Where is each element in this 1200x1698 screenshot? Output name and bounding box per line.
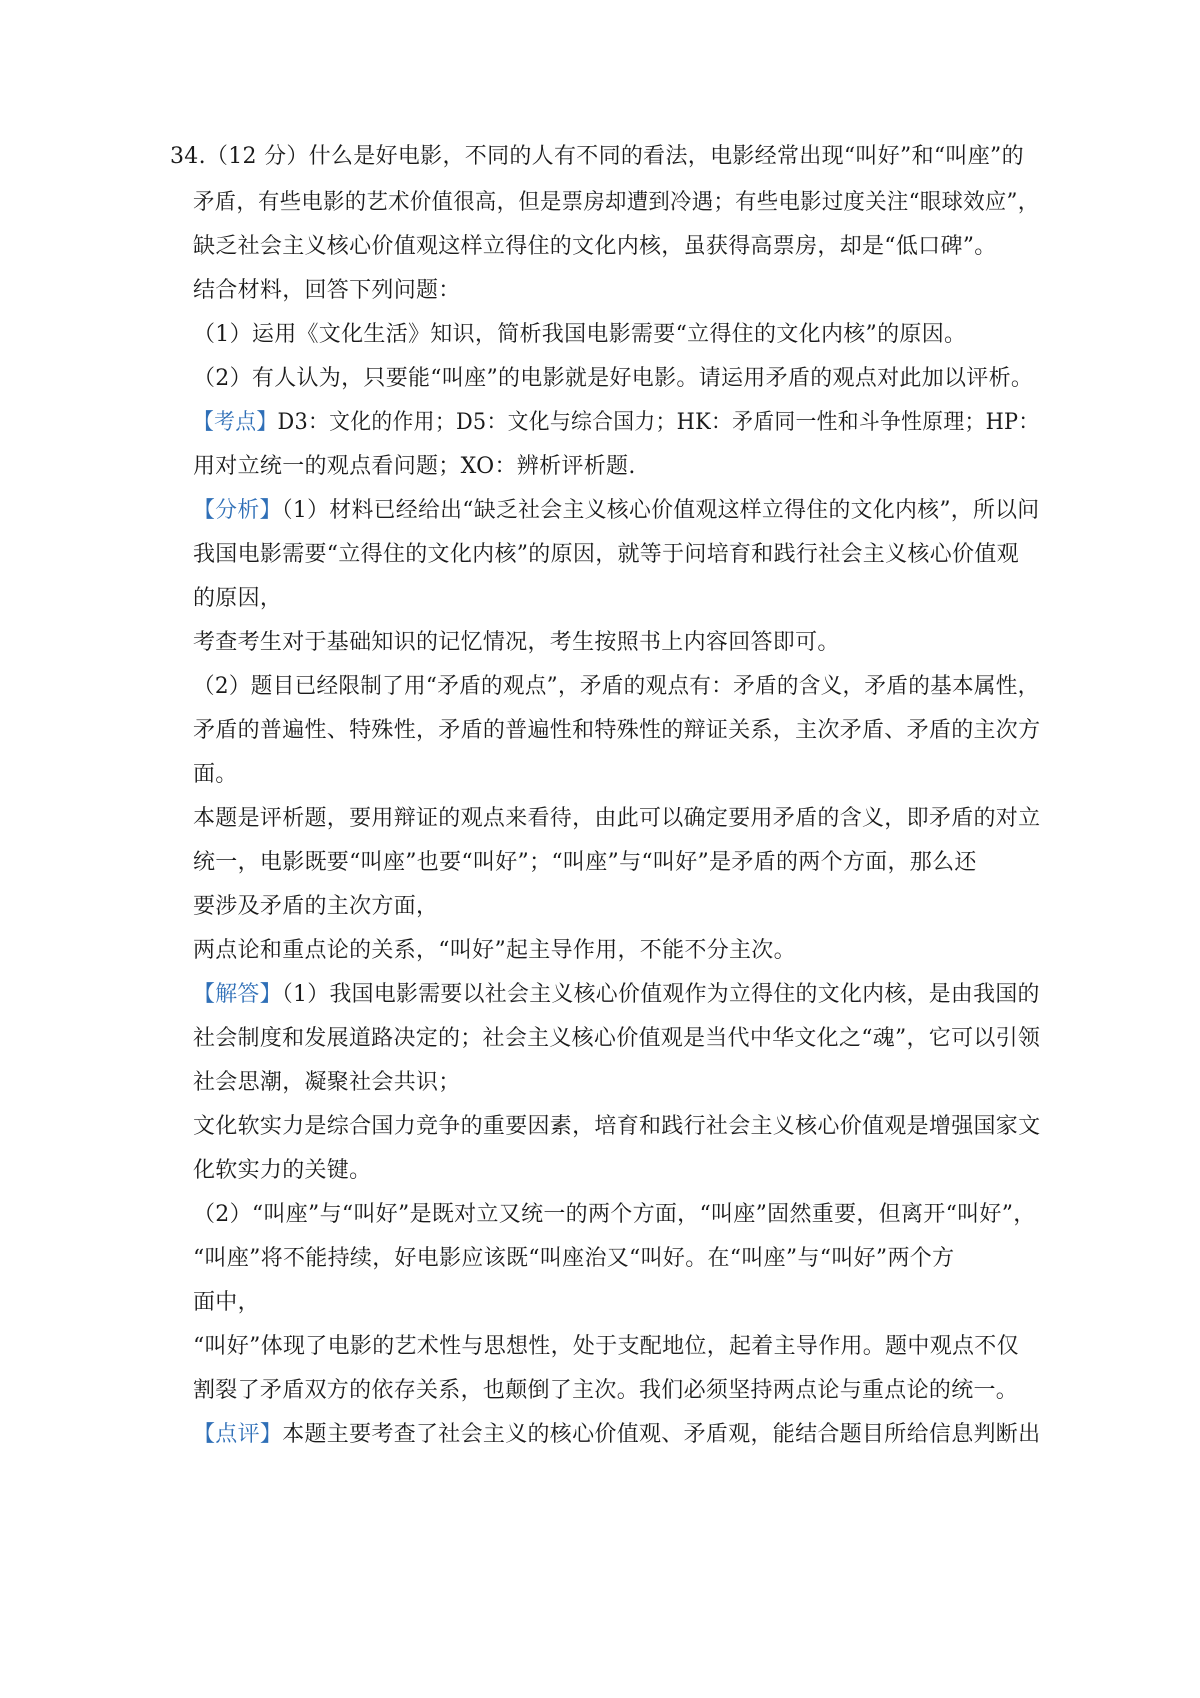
question-number: 34. (170, 144, 206, 169)
kaodian-tag: 【考点】 (193, 410, 278, 435)
question-stem-line: （12 分）什么是好电影，不同的人有不同的看法，电影经常出现“叫好”和“叫座”的 (205, 144, 1024, 169)
question-stem-line: 缺乏社会主义核心价值观这样立得住的文化内核，虽获得高票房，却是“低口碑”。 (193, 234, 997, 259)
question-prompt: 结合材料，回答下列问题： (193, 278, 461, 303)
kaodian-text: 用对立统一的观点看问题；XO：辨析评析题. (193, 454, 636, 479)
fenxi-text: 要涉及矛盾的主次方面， (193, 894, 439, 919)
jieda-text: （2）“叫座”与“叫好”是既对立又统一的两个方面，“叫座”固然重要，但离开“叫好”， (193, 1202, 1036, 1227)
jieda-line-1 (193, 980, 1040, 1010)
dianping-tag: 【点评】 (193, 1422, 283, 1447)
jieda-text: “叫好”体现了电影的艺术性与思想性，处于支配地位，起着主导作用。题中观点不仅 (193, 1334, 1019, 1359)
fenxi-text: 面。 (193, 762, 238, 787)
dianping-line-1 (193, 1420, 1040, 1450)
fenxi-line-1 (193, 496, 1039, 526)
fenxi-text: 矛盾的普遍性、特殊性，矛盾的普遍性和特殊性的辩证关系，主次矛盾、矛盾的主次方 (193, 718, 1041, 743)
jieda-text: 化软实力的关键。 (193, 1158, 372, 1183)
fenxi-text: 本题是评析题，要用辩证的观点来看待，由此可以确定要用矛盾的含义，即矛盾的对立 (193, 806, 1041, 831)
sub-question-2: （2）有人认为，只要能“叫座”的电影就是好电影。请运用矛盾的观点对此加以评析。 (193, 366, 1034, 391)
dianping-text: 本题主要考查了社会主义的核心价值观、矛盾观，能结合题目所给信息判断出 (282, 1422, 1041, 1447)
fenxi-text: （1）材料已经给出“缺乏社会主义核心价值观这样立得住的文化内核”，所以问 (281, 498, 1040, 523)
fenxi-tag: 【分析】 (193, 498, 282, 523)
question-line-1 (170, 142, 1024, 172)
jieda-tag: 【解答】 (193, 982, 282, 1007)
jieda-text: （1）我国电影需要以社会主义核心价值观作为立得住的文化内核，是由我国的 (281, 982, 1040, 1007)
jieda-text: 文化软实力是综合国力竞争的重要因素，培育和践行社会主义核心价值观是增强国家文 (193, 1114, 1041, 1139)
fenxi-text: 两点论和重点论的关系，“叫好”起主导作用，不能不分主次。 (193, 938, 796, 963)
jieda-text: 社会思潮，凝聚社会共识； (193, 1070, 461, 1095)
fenxi-text: 统一，电影既要“叫座”也要“叫好”；“叫座”与“叫好”是矛盾的两个方面，那么还 (193, 850, 977, 875)
sub-question-1: （1）运用《文化生活》知识，简析我国电影需要“立得住的文化内核”的原因。 (193, 322, 967, 347)
fenxi-text: 我国电影需要“立得住的文化内核”的原因，就等于问培育和践行社会主义核心价值观 (193, 542, 1019, 567)
jieda-text: 割裂了矛盾双方的依存关系，也颠倒了主次。我们必须坚持两点论与重点论的统一。 (193, 1378, 1019, 1403)
question-stem-line: 矛盾，有些电影的艺术价值很高，但是票房却遭到冷遇；有些电影过度关注“眼球效应”， (193, 190, 1040, 215)
kaodian-text: D3：文化的作用；D5：文化与综合国力；HK：矛盾同一性和斗争性原理；HP： (277, 410, 1040, 435)
jieda-text: 社会制度和发展道路决定的；社会主义核心价值观是当代中华文化之“魂”，它可以引领 (193, 1026, 1041, 1051)
fenxi-text: 考查考生对于基础知识的记忆情况，考生按照书上内容回答即可。 (193, 630, 840, 655)
jieda-text: “叫座”将不能持续，好电影应该既“叫座治又“叫好。在“叫座”与“叫好”两个方 (193, 1246, 955, 1271)
kaodian-line-1 (193, 408, 1040, 438)
jieda-text: 面中， (193, 1290, 260, 1315)
fenxi-text: （2）题目已经限制了用“矛盾的观点”，矛盾的观点有：矛盾的含义，矛盾的基本属性， (193, 674, 1040, 699)
fenxi-text: 的原因， (193, 586, 283, 611)
